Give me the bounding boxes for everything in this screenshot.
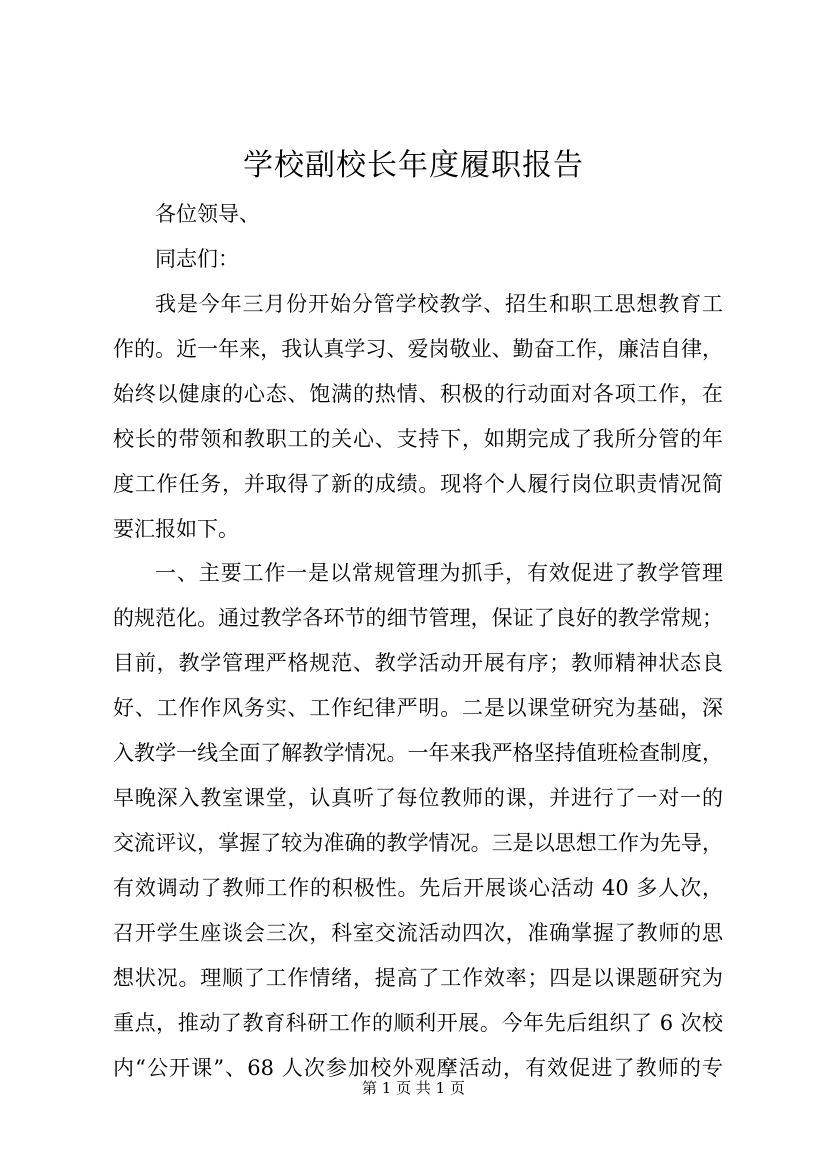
- paragraph-1-line: 要汇报如下。: [113, 517, 239, 541]
- paragraph-1-line: 校长的带领和教职工的关心、支持下，如期完成了我所分管的年: [113, 427, 723, 451]
- salutation-comrades: 同志们：: [155, 247, 239, 271]
- paragraph-2-line: 交流评议，掌握了较为准确的教学情况。三是以思想工作为先导，: [113, 831, 723, 855]
- paragraph-2-line: 内“公开课”、68 人次参加校外观摩活动，有效促进了教师的专: [113, 1056, 723, 1080]
- paragraph-1-line: 始终以健康的心态、饱满的热情、积极的行动面对各项工作，在: [113, 382, 723, 406]
- document-title: 学校副校长年度履职报告: [243, 148, 584, 183]
- page-number-footer: 第 1 页 共 1 页: [362, 1079, 465, 1097]
- paragraph-1-line: 度工作任务，并取得了新的成绩。现将个人履行岗位职责情况简: [113, 472, 723, 496]
- paragraph-2-line: 重点，推动了教育科研工作的顺利开展。今年先后组织了 6 次校: [113, 1011, 723, 1035]
- paragraph-2-line: 一、主要工作一是以常规管理为抓手，有效促进了教学管理: [155, 561, 723, 585]
- salutation-leaders: 各位领导、: [155, 202, 260, 226]
- paragraph-2-line: 召开学生座谈会三次，科室交流活动四次，准确掌握了教师的思: [113, 921, 723, 945]
- paragraph-2-line: 入教学一线全面了解教学情况。一年来我严格坚持值班检查制度，: [113, 741, 723, 765]
- paragraph-2-line: 有效调动了教师工作的积极性。先后开展谈心活动 40 多人次，: [113, 876, 723, 900]
- paragraph-1-line: 作的。近一年来，我认真学习、爱岗敬业、勤奋工作，廉洁自律，: [113, 337, 723, 361]
- paragraph-2-line: 目前，教学管理严格规范、教学活动开展有序；教师精神状态良: [113, 651, 723, 675]
- paragraph-2-line: 早晚深入教室课堂，认真听了每位教师的课，并进行了一对一的: [113, 786, 723, 810]
- paragraph-2-line: 好、工作作风务实、工作纪律严明。二是以课堂研究为基础，深: [113, 696, 723, 720]
- paragraph-2-line: 的规范化。通过教学各环节的细节管理，保证了良好的教学常规；: [113, 606, 723, 630]
- paragraph-2-line: 想状况。理顺了工作情绪，提高了工作效率；四是以课题研究为: [113, 966, 723, 990]
- paragraph-1-line: 我是今年三月份开始分管学校教学、招生和职工思想教育工: [155, 292, 723, 316]
